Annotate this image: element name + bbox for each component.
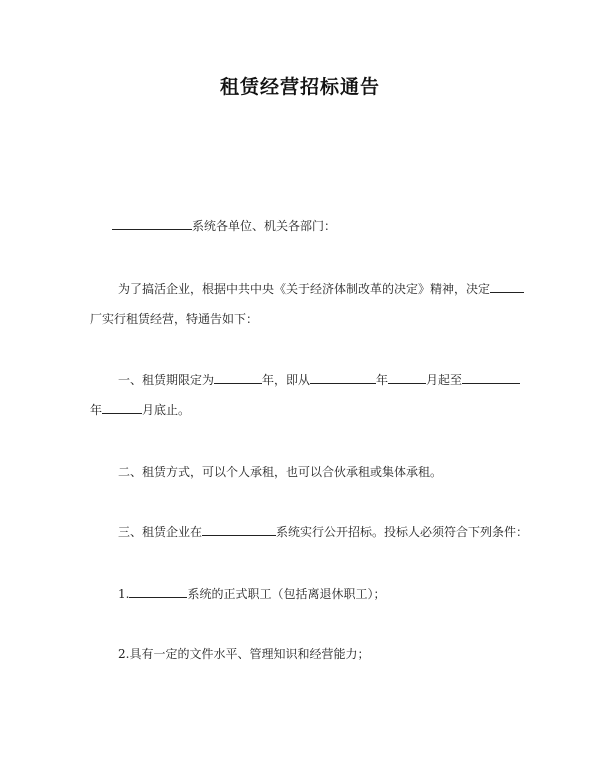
item-1-year: 年，即从 [262,373,311,387]
item-1-month-from: 月起至 [426,373,463,387]
blank-field [462,372,520,384]
condition-1-prefix: 1. [118,587,130,601]
salutation-line [112,218,336,234]
item-2-text: 二、租赁方式，可以个人承租，也可以合伙承租或集体承租。 [118,465,443,479]
item-2-line [118,464,442,480]
condition-1-line [118,586,385,602]
item-3-suffix: 系统实行公开招标。投标人必须符合下列条件： [276,525,529,539]
salutation-text: 系统各单位、机关各部门： [192,219,337,233]
condition-2-line [118,646,369,662]
item-3-prefix: 三、租赁企业在 [118,525,203,539]
blank-field [102,402,142,414]
blank-field [490,281,524,293]
intro-text: 为了搞活企业，根据中共中央《关于经济体制改革的决定》精神，决定 [118,282,491,296]
condition-1-text: 系统的正式职工（包括离退休职工）； [187,587,386,601]
intro-line-1 [118,281,524,297]
blank-field [202,524,276,536]
blank-field [388,372,426,384]
blank-field [129,586,187,598]
item-1-line-2-year: 年 [90,403,103,417]
item-1-line-2-end: 月底止。 [142,403,191,417]
intro-text-continued: 厂实行租赁经营，特通告如下： [90,312,259,326]
item-3-line [118,524,528,540]
document-title: 租赁经营招标通告 [219,76,380,98]
blank-field [214,372,262,384]
intro-line-2 [90,311,258,327]
blank-field [310,372,376,384]
item-1-prefix: 一、租赁期限定为 [118,373,215,387]
item-1-year-2: 年 [376,373,389,387]
item-1-line-2 [90,402,190,418]
condition-2-text: 2.具有一定的文件水平、管理知识和经营能力； [118,647,370,661]
blank-field [112,218,192,230]
item-1-line-1 [118,372,520,388]
